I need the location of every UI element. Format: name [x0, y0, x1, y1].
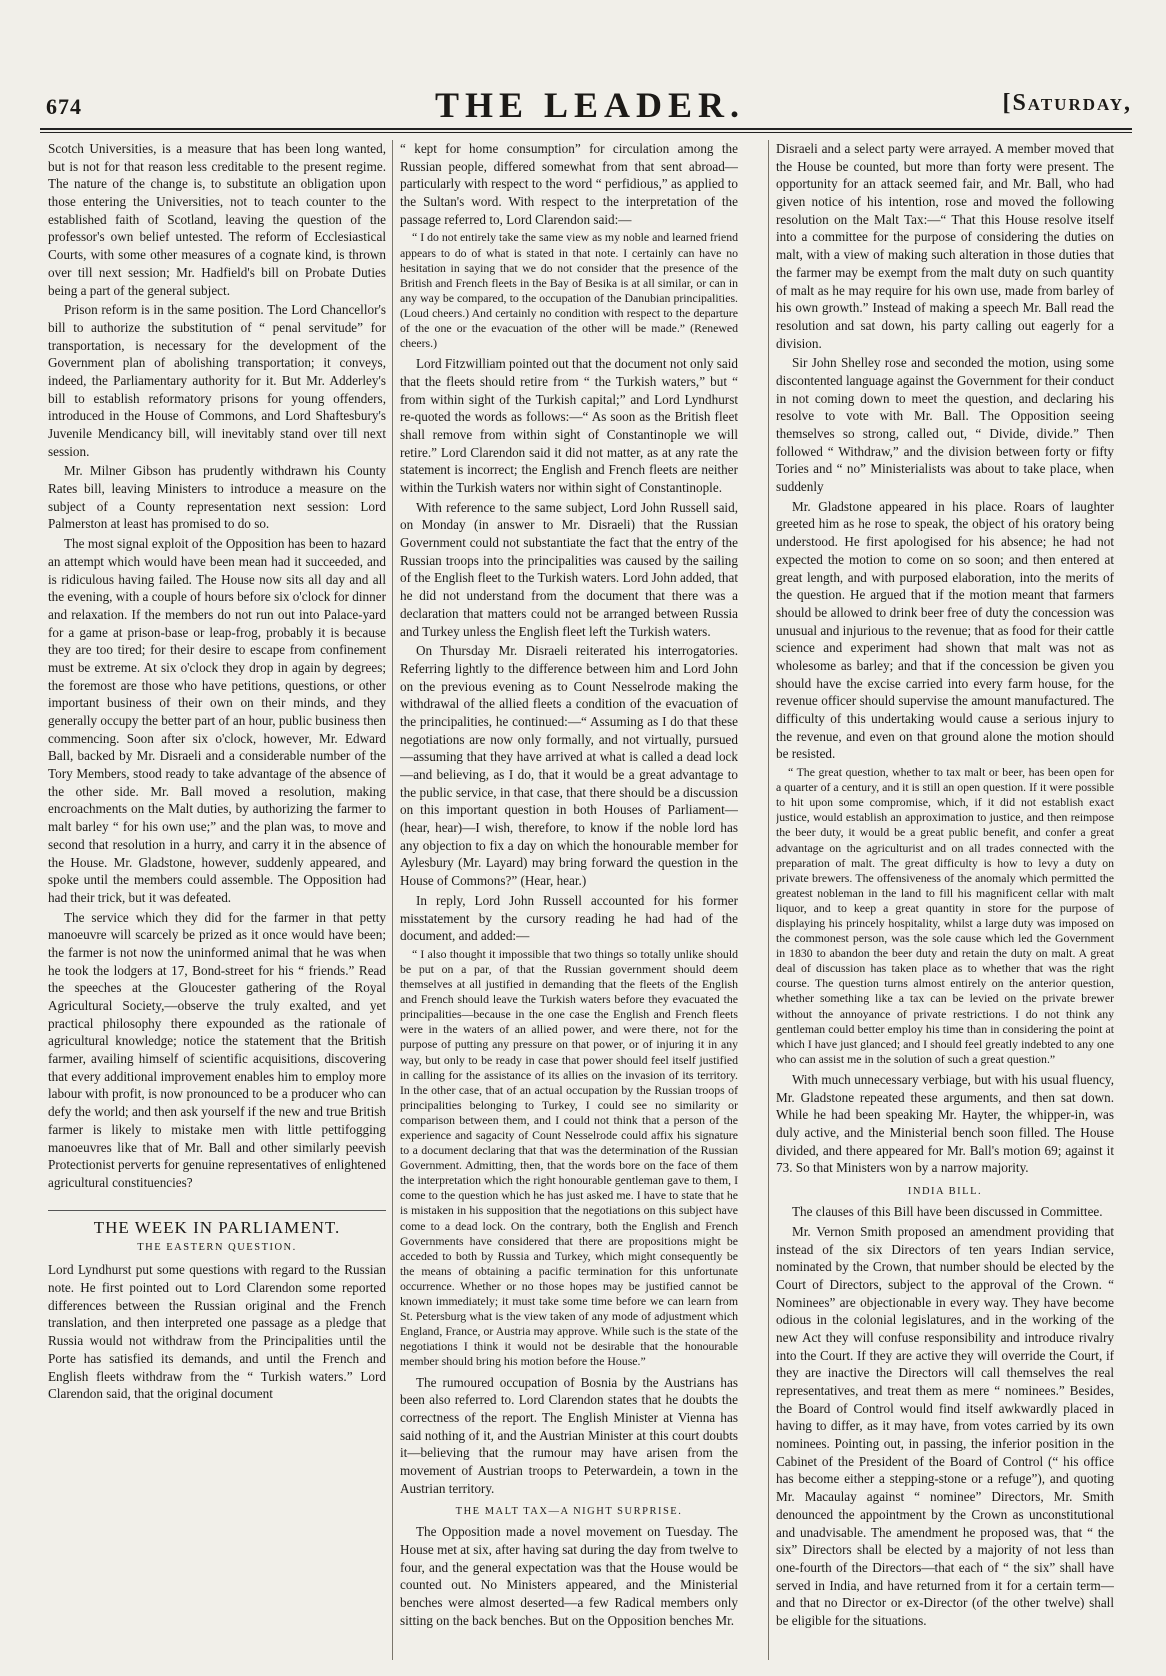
column-2	[400, 140, 738, 1660]
block-quote: “ I do not entirely take the same view as my noble and learned friend appears to do of what is stated in that note. I certainly can have no hesitation in saying that we do not consider that the presence of the British and French fleets in the Bay of Besika is at all similar, or can in any way be compared, to the occupation of the Danubian principalities. (Loud cheers.) And certainly no condition with respect to the departure of the one or the evacuation of the other will be made.” (Renewed cheers.)	[400, 230, 738, 351]
header-rule	[40, 128, 1132, 133]
paragraph: Mr. Vernon Smith proposed an amendment providing that instead of the six Directors of ten years Indian service, nominated by the Crown, that number should be elected by the Court of Directors, subject to the approval of the Crown. “ Nominees” are objectionable in every way. They have become odious in the colonial legislatures, and in the working of the new Act they will confuse responsibility and introduce rivalry into the Court. If they are active they will override the Court, if they are inactive the Directors will call themselves the real representatives, and treat them as mere “ nominees.” Besides, the Board of Control would find itself awkwardly placed in having to differ, as it may have, from votes carried by its own nominees. Pointing out, in passing, the inferior position in the Cabinet of the President of the Board of Control (“ his office has become either a stepping-stone or a refuge”), and quoting Mr. Macaulay against “ nominee” Directors, Mr. Smith denounced the appointment by the Crown as unconstitutional and unadvisable. The amendment he proposed was, that “ the six” Directors shall be elected by a majority of not less than one-fourth of the Directors—that each of “ the six” shall have served in India, and have returned from it for a certain term—and that no Director or ex-Director (of the other twelve) shall be eligible for the situations.	[776, 1223, 1114, 1628]
paragraph: The clauses of this Bill have been discussed in Committee.	[792, 1204, 1103, 1220]
paragraph: Lord Lyndhurst put some questions with regard to the Russian note. He first pointed out to Lord Clarendon some reported differences between the Russian original and the French translation, and then interpreted one passage as a pledge that Russia would not withdraw from the Principalities until the Porte has satisfied its demands, and until the French and English fleets withdraw from the “ Turkish waters.” Lord Clarendon said, that the original document	[48, 1262, 386, 1402]
issue-day: [Saturday,	[1002, 90, 1132, 116]
column-separator	[768, 140, 769, 1660]
column-1	[48, 140, 386, 1660]
paragraph: The Opposition made a novel movement on Tuesday. The House met at six, after having sat during the day from twelve to four, and the general expectation was that the House would be counted out. No Ministers appeared, and the Ministerial benches were almost deserted—a few Radical members only sitting on the back benches. But on the Opposition benches Mr.	[400, 1524, 738, 1628]
paragraph: On Thursday Mr. Disraeli reiterated his interrogatories. Referring lightly to the difference between him and Lord John on the previous evening as to Count Nesselrode making the withdrawal of the allied fleets a condition of the evacuation of the principalities, he continued:—“ Assuming as I do that these negotiations are now only formally, and not virtually, pursued—assuming that they have arrived at what is called a dead lock—and believing, as I do, that it would be a great advantage to the public service, in that case, that there should be a discussion on this important question in both Houses of Parliament—(hear, hear)—I wish, therefore, to know if the noble lord has any objection to fix a day on which the honourable member for Aylesbury (Mr. Layard) may bring forward the question in the House of Commons?” (Hear, hear.)	[400, 643, 738, 889]
paragraph: Disraeli and a select party were arrayed. A member moved that the House be counted, but more than forty were present. The opportunity for an attack seemed fair, and Mr. Ball, who had given notice of his intention, rose and moved the following resolution on the Malt Tax:—“ That this House resolve itself into a committee for the purpose of considering the duties on malt, with a view of making such alteration in those duties that the farmer may be exempt from the malt duty on such quantity of malt as he may require for his own use, made from barley of his own growth.” Instead of making a speech Mr. Ball read the resolution and sat down, his party calling out eagerly for a division.	[776, 141, 1114, 351]
paragraph: With reference to the same subject, Lord John Russell said, on Monday (in answer to Mr. Disraeli) that the Russian Government could not substantiate the fact that the entry of the Russian troops into the principalities was caused by the sailing of the English fleet to the Turkish waters. Lord John added, that he did not understand from the document that there was a declaration that matters could not be arranged between Russia and Turkey unless the English fleet left the Turkish waters.	[400, 499, 738, 639]
paragraph: Lord Fitzwilliam pointed out that the document not only said that the fleets should retire from “ the Turkish waters,” but “ from within sight of the Turkish capital;” and Lord Lyndhurst re-quoted the words as follows:—“ As soon as the British fleet shall remove from within sight of Constantinople we will retire.” Lord Clarendon said it did not matter, as at any rate the statement is incorrect; the English and French fleets are neither within the Turkish waters nor within sight of Constantinople.	[400, 356, 738, 495]
paragraph: Sir John Shelley rose and seconded the motion, using some discontented language against the Government for their conduct in not coming down to meet the question, and declaring his resolve to vote with Mr. Ball. The Opposition seeing themselves so strong, called out, “ Divide, divide.” Then followed “ Withdraw,” and the division between forty or fifty Tories and “ no” Ministerialists was about to take place, when suddenly	[776, 355, 1114, 495]
column-separator	[392, 140, 393, 1660]
paragraph: Prison reform is in the same position. The Lord Chancellor's bill to authorize the substitution of “ penal servitude” for transportation, is necessary for the development of the Government plan of abolishing transportation; it conveys, indeed, the Parliamentary authority for it. But Mr. Adderley's bill to establish reformatory prisons for young offenders, introduced in the House of Commons, and Lord Shaftesbury's Juvenile Mendicancy bill, will inevitably stand over till next session.	[48, 302, 386, 459]
section-subtitle: THE MALT TAX—A NIGHT SURPRISE.	[455, 1506, 683, 1518]
section-subtitle: INDIA BILL.	[907, 1186, 983, 1198]
paragraph: The most signal exploit of the Opposition has been to hazard an attempt which would have been mean had it succeeded, and is ridiculous having failed. The House now sits all day and all the evening, with a couple of hours before six o'clock for dinner and relaxation. If the members do not run out into Palace-yard for a game at prison-base or leap-frog, probably it is because they are too tired; for their desire to escape from confinement must be extreme. At six o'clock they drop in again by degrees; the foremost are those who have petitions, questions, or other important business of their own on their minds, and they generally occupy the better part of an hour, public business then commencing. Soon after six o'clock, however, Mr. Edward Ball, backed by Mr. Disraeli and a considerable number of the Tory Members, stood ready to take advantage of the absence of the other side. Mr. Ball moved a resolution, making encroachments on the Malt duties, by authorizing the farmer to malt barley “ for his own use;” and the plan was, to move and second that resolution in a hurry, and carry it in the absence of the House. Mr. Gladstone, however, suddenly appeared, and spoke until the members could assemble. The Opposition had had their trick, but it was defeated.	[48, 536, 386, 905]
paragraph: Scotch Universities, is a measure that has been long wanted, but is not for that reason less creditable to the present regime. The nature of the change is, to substitute an obligation upon those entering the Universities, not to teach counter to the established faith of Scotland, leaving the question of the professor's own belief untested. The reform of Ecclesiastical Courts, with some other measures of a cognate kind, is thrown over till next session; Mr. Hadfield's bill on Probate Duties being a part of the general subject.	[48, 141, 386, 298]
block-quote: “ The great question, whether to tax malt or beer, has been open for a quarter of a century, and it is still an open question. If it were possible to hit upon some compromise, which, if it did not establish exact justice, would establish an approximation to justice, and then reimpose the beer duty, it would be a great public benefit, and confer a great advantage on the agriculturist and on all trades connected with the preparation of malt. The great difficulty is how to levy a duty on private brewers. The offensiveness of the anomaly which permitted the greatest nobleman in the land to fill his magnificent cellar with malt liquor, and to keep a great quantity in store for the purpose of displaying his princely hospitality, whilst a large duty was imposed on the commonest person, was the sole cause which led the Government in 1830 to abandon the beer duty and retain the duty on malt. A great deal of discussion has taken place as to whether that was the right course. The question turns almost entirely on the anterior question, whether something like a tax can be levied on the private brewer without the annoyance of private restrictions. I do not think any gentleman could better employ his time than in considering the point at which I have just glanced; and I should feel greatly indebted to any one who can assist me in the solution of such a great question.”	[776, 765, 1114, 1066]
column-3	[776, 140, 1114, 1660]
paragraph: The service which they did for the farmer in that petty manoeuvre will scarcely be prized as it once would have been; the farmer is not now the uninformed animal that he was when he took the lodgers at 17, Bond-street for his “ friends.” Read the speeches at the Gloucester gathering of the Royal Agricultural Society,—observe the truly exalted, and yet practical philosophy there expounded as the rationale of agricultural knowledge; notice the statement that the British farmer, availing himself of scientific acquisitions, discovering that every additional improvement enables him to employ more labour with profit, is now pronounced to be a producer who can defy the world; and then ask yourself if the new and true British farmer is likely to mistake men with little pettifogging manoeuvres like that of Mr. Ball and other similarly peevish Protectionist perverts for genuine representatives of enlightened agricultural constituencies?	[48, 909, 386, 1190]
page-number: 674	[46, 94, 82, 119]
paragraph: “ kept for home consumption” for circulation among the Russian people, differed somewhat from that sent abroad—particularly with respect to the word “ perfidious,” as applied to the Sultan's word. With respect to the interpretation of the passage referred to, Lord Clarendon said:—	[400, 141, 738, 227]
masthead-title: THE LEADER.	[434, 85, 746, 125]
page-header	[40, 82, 1140, 132]
paragraph: The rumoured occupation of Bosnia by the Austrians has been also referred to. Lord Clarendon states that he doubts the correctness of the report. The English Minister at Vienna has said nothing of it, and the Austrian Minister at this court doubts it—believing that the rumour may have arisen from the movement of Austrian troops to Peterwardein, a town in the Austrian territory.	[400, 1374, 738, 1496]
paragraph: Mr. Milner Gibson has prudently withdrawn his County Rates bill, leaving Ministers to introduce a measure on the subject of a County representation next session: Lord Palmerston at least has promised to do so.	[48, 463, 386, 532]
paragraph: Mr. Gladstone appeared in his place. Roars of laughter greeted him as he rose to speak, the object of his oratory being understood. He first apologised for his absence; he had not expected the motion to come on so soon; and then entered at great length, and with purposed elaboration, into the merits of the question. He argued that if the motion meant that farmers should be allowed to drink beer free of duty the concession was unusual and injurious to the revenue; that as food for their cattle science and experiment had shown that malt was not as wholesome as barley; and that if the concession be given you should have the excise carried into every farm house, for the revenue officer should supervise the amount manufactured. The difficulty of this undertaking would cause a serious injury to the revenue, and even on that ground alone the motion should be resisted.	[776, 498, 1114, 762]
section-subtitle: THE EASTERN QUESTION.	[137, 1242, 297, 1254]
section-title: THE WEEK IN PARLIAMENT.	[48, 1210, 386, 1240]
block-quote: “ I also thought it impossible that two things so totally unlike should be put on a par, of that the Russian government should deem themselves at all justified in demanding that the fleets of the English and French should leave the Turkish waters before they evacuated the principalities—because in the one case the English and French fleets were in the waters of an allied power, and were there, not for the purpose of putting any pressure on that power, or of injuring it in any way, but only to be ready in case that power should feel itself justified in calling for the assistance of its allies on the invasion of its territory. In the other case, that of an actual occupation by the Russian troops of principalities belonging to Turkey, I could see no similarity or comparison between them, and I could not think that a person of the experience and sagacity of Count Nesselrode could affix his signature to a document declaring that that was the determination of the Russian Government. Admitting, then, that the words bore on the face of them the interpretation which the right honourable gentleman gave to them, I come to the question which he has just asked me. I have to state that he is mistaken in his supposition that the negotiations on this subject have come to a dead lock. On the contrary, both the English and French Governments have considered that there are propositions might be acceded to both by Russia and Turkey, which might consequently be the means of obtaining a pacific termination for this unfortunate occurrence. Whether or no those hopes may be justified cannot be known immediately; it must take some time before we can learn from St. Petersburg what is the view taken of any mode of adjustment which England, France, or Austria may approve. While such is the state of the negotiations I think it would not be desirable that the honourable member should bring his motion before the House.”	[400, 946, 738, 1369]
paragraph: In reply, Lord John Russell accounted for his former misstatement by the cursory reading he had had of the document, and added:—	[400, 892, 738, 944]
paragraph: With much unnecessary verbiage, but with his usual fluency, Mr. Gladstone repeated these arguments, and then sat down. While he had been speaking Mr. Hayter, the whipper-in, was duly active, and the Ministerial bench soon filled. The House divided, and there appeared for Mr. Ball's motion 69; against it 73. So that Ministers won by a narrow majority.	[776, 1071, 1114, 1176]
